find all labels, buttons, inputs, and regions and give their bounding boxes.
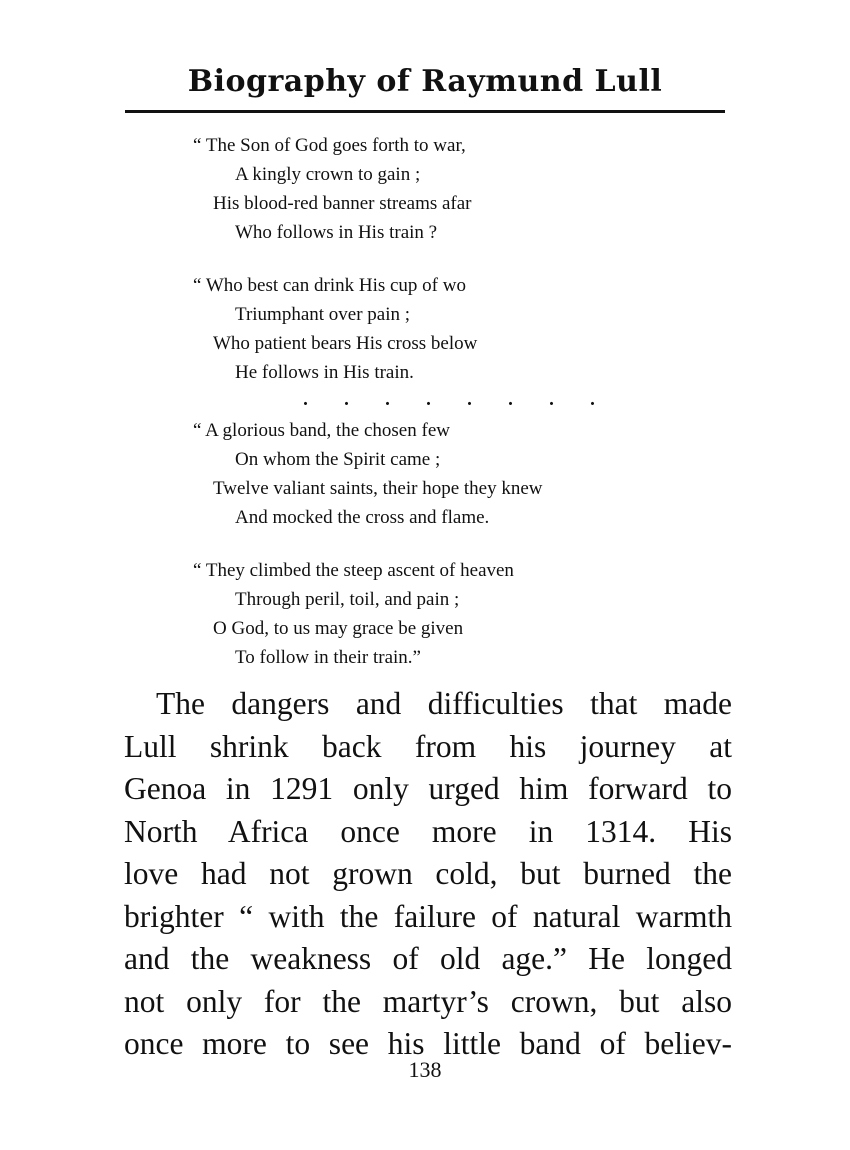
ellipsis-dot: . <box>385 389 390 410</box>
paragraph-line: Lull shrink back from his journey at <box>124 728 732 764</box>
running-header: Biography of Raymund Lull <box>187 64 663 99</box>
stanza-4 <box>193 556 733 672</box>
paragraph-line: love had not grown cold, but burned the <box>124 856 732 891</box>
page-number: 138 <box>408 1057 442 1082</box>
header-rule <box>125 110 725 113</box>
ellipsis-dot: . <box>426 389 431 410</box>
paragraph-line: The dangers and difficulties that made <box>156 686 732 721</box>
ellipsis-dot: . <box>344 389 349 410</box>
ellipsis-dot: . <box>549 389 554 410</box>
omission-dots <box>193 387 733 416</box>
verse-line: O God, to us may grace be given <box>213 618 464 639</box>
verse-line: To follow in their train.” <box>235 647 421 668</box>
paragraph-line: Genoa in 1291 only urged him forward to <box>124 771 732 806</box>
verse-line: Who patient bears His cross below <box>213 333 478 354</box>
verse-line: A kingly crown to gain ; <box>235 164 421 185</box>
paragraph-line: once more to see his little band of believ- <box>124 1026 732 1061</box>
verse-line: And mocked the cross and flame. <box>235 507 490 528</box>
ellipsis-dot: . <box>590 389 595 410</box>
paragraph-line: not only for the martyr’s crown, but also <box>124 983 732 1019</box>
paragraph-line: North Africa once more in 1314. His <box>124 813 732 849</box>
verse-line: Who follows in His train ? <box>235 222 438 243</box>
verse-line: On whom the Spirit came ; <box>235 449 441 470</box>
stanza-1 <box>193 131 733 247</box>
stanza-2 <box>193 271 733 387</box>
body-paragraph <box>124 683 732 1066</box>
verse-line: “ The Son of God goes forth to war, <box>193 135 466 156</box>
verse-line: He follows in His train. <box>235 362 414 383</box>
verse-line: “ Who best can drink His cup of wo <box>193 275 466 296</box>
paragraph-line: and the weakness of old age.” He longed <box>124 941 732 976</box>
verse-line: “ They climbed the steep ascent of heaven <box>193 560 514 581</box>
paragraph-line: brighter “ with the failure of natural warmth <box>124 898 732 934</box>
verse-line: “ A glorious band, the chosen few <box>193 420 450 441</box>
ellipsis-dot: . <box>303 389 308 410</box>
hymn-quotation <box>193 131 733 696</box>
stanza-3 <box>193 416 733 532</box>
ellipsis-dot: . <box>508 389 513 410</box>
verse-line: Through peril, toil, and pain ; <box>235 589 460 610</box>
ellipsis-dot: . <box>467 389 472 410</box>
verse-line: His blood-red banner streams afar <box>213 193 472 214</box>
verse-line: Twelve valiant saints, their hope they knew <box>213 478 543 499</box>
verse-line: Triumphant over pain ; <box>235 304 411 325</box>
